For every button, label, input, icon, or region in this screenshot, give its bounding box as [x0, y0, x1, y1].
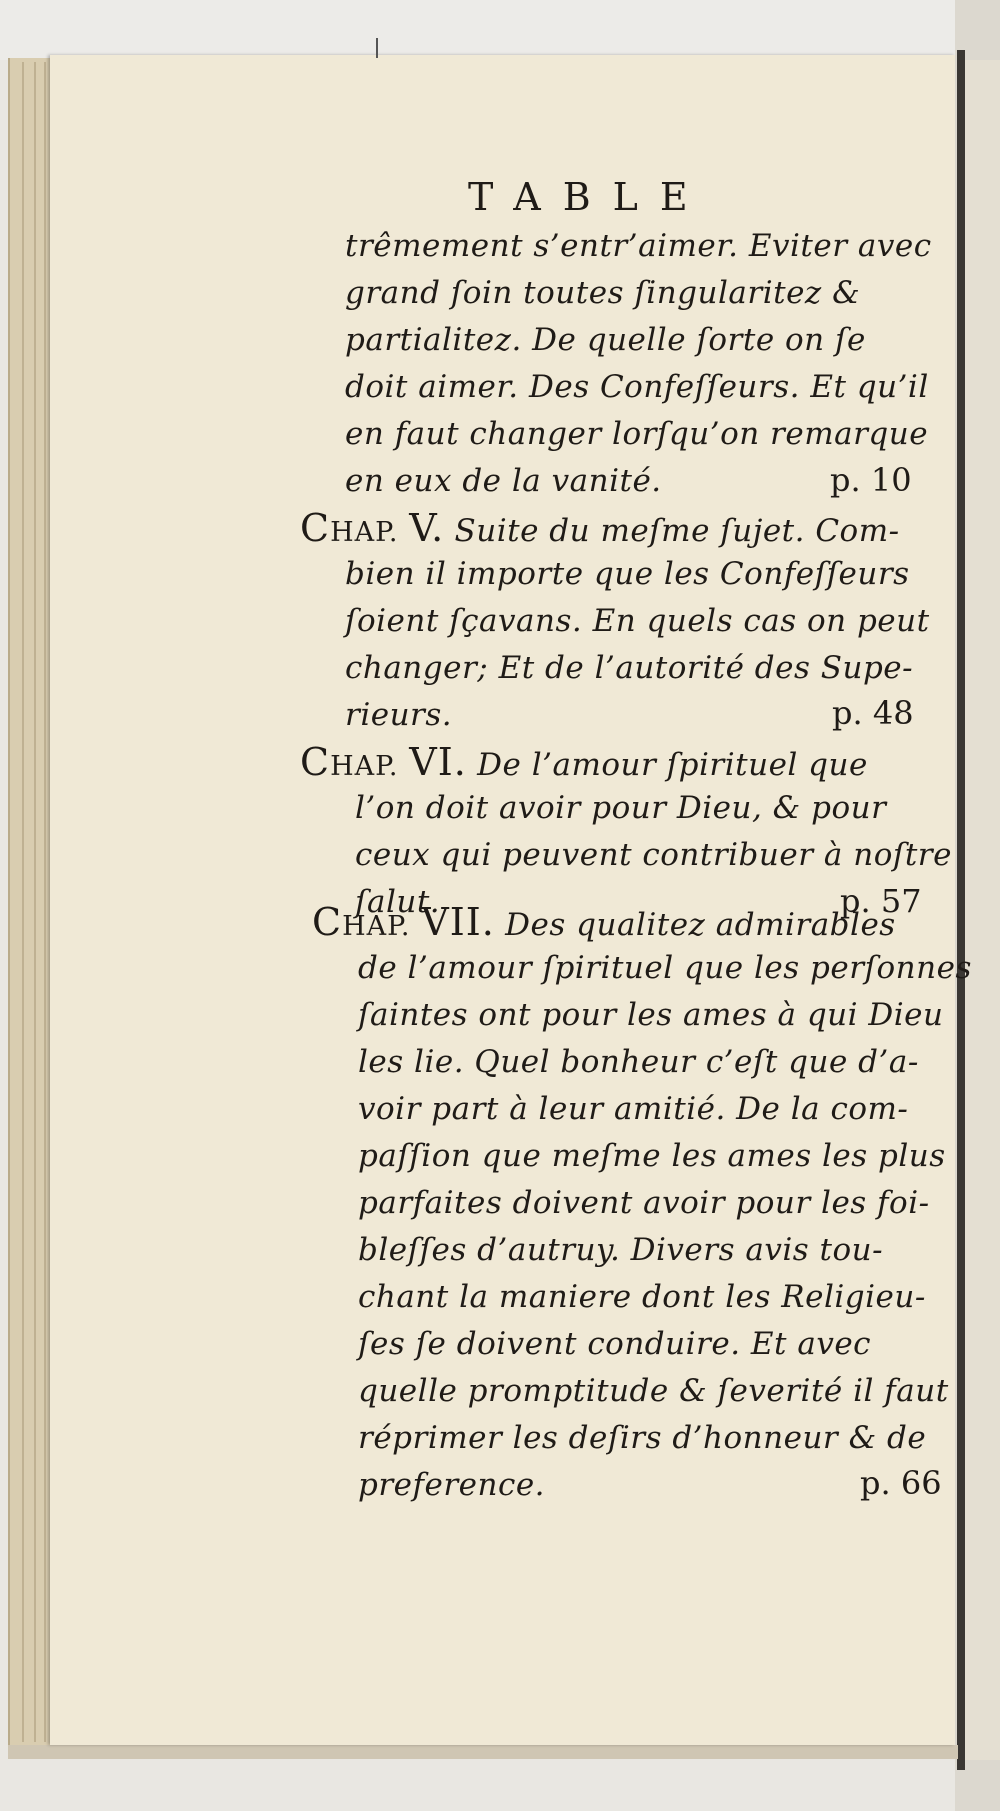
toc-line: preference.: [358, 1467, 546, 1503]
toc-line: en eux de la vanité.: [345, 463, 662, 499]
chapter-heading: [312, 900, 896, 944]
page-header: TABLE: [468, 175, 710, 219]
page-reference: p. 66: [860, 1464, 942, 1502]
chapter-heading: [300, 506, 900, 550]
toc-line: partialitez. De quelle ſorte on ſe: [345, 322, 866, 358]
toc-line: réprimer les deſirs d’honneur & de: [358, 1420, 927, 1456]
toc-line: parfaites doivent avoir pour les foi-: [358, 1185, 930, 1221]
toc-line: trêmement s’entr’aimer. Eviter avec: [345, 228, 932, 264]
toc-line: l’on doit avoir pour Dieu, & pour: [355, 790, 887, 826]
toc-line: en faut changer lorſqu’on remarque: [345, 416, 929, 452]
toc-line: ſoient ſçavans. En quels cas on peut: [345, 603, 930, 639]
toc-line: ceux qui peuvent contribuer à noſtre: [355, 837, 952, 873]
toc-line: ſalut.: [355, 884, 441, 920]
toc-line: changer; Et de l’autorité des Supe-: [345, 650, 914, 686]
chapter-label: CHAP. V.: [300, 506, 445, 550]
page-reference: p. 48: [832, 694, 914, 732]
page-reference: p. 10: [830, 461, 912, 499]
toc-line: quelle promptitude & ſeverité il faut: [358, 1373, 949, 1409]
toc-line: bleſſes d’autruy. Divers avis tou-: [358, 1232, 884, 1268]
toc-line: paſſion que meſme les ames les plus: [358, 1138, 946, 1174]
page-reference: p. 57: [840, 882, 922, 920]
chapter-heading: [300, 740, 868, 784]
toc-line: les lie. Quel bonheur c’eſt que d’a-: [358, 1044, 919, 1080]
toc-line: Suite du meſme ſujet. Com-: [454, 513, 900, 549]
toc-line: De l’amour ſpirituel que: [477, 747, 868, 783]
chapter-label: CHAP. VI.: [300, 740, 467, 784]
toc-line: ſes ſe doivent conduire. Et avec: [358, 1326, 872, 1362]
toc-line: ſaintes ont pour les ames à qui Dieu: [358, 997, 944, 1033]
toc-line: voir part à leur amitié. De la com-: [358, 1091, 909, 1127]
chapter-label: CHAP. VII.: [312, 900, 495, 944]
toc-line: de l’amour ſpirituel que les perſonnes: [358, 950, 972, 986]
toc-line: Des qualitez admirables: [505, 907, 896, 943]
toc-line: doit aimer. Des Confeſſeurs. Et qu’il: [345, 369, 929, 405]
toc-line: rieurs.: [345, 697, 453, 733]
toc-line: grand ſoin toutes ſingularitez &: [345, 275, 861, 311]
toc-line: bien il importe que les Confeſſeurs: [345, 556, 910, 592]
toc-line: chant la maniere dont les Religieu-: [358, 1279, 926, 1315]
